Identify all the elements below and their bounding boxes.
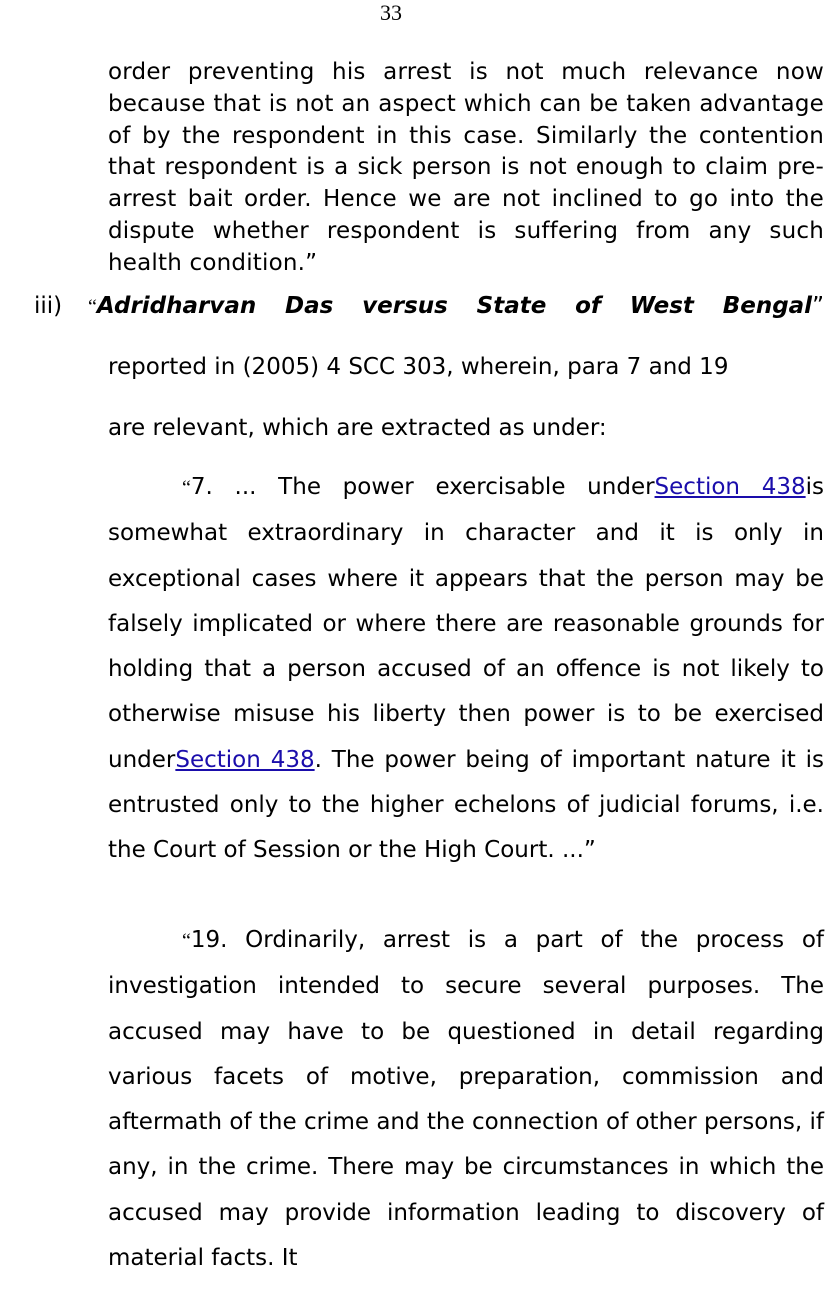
list-marker: iii) (34, 293, 63, 319)
paragraph-text: is somewhat extraordinary in character and it is only in exceptional cases where it appears that the person may be falsely implicated or where there are reasonable grounds for holding that a person accused of an offence is not likely to otherwise misuse his liberty then power is to be exercised under (108, 474, 824, 773)
paragraph-text: 7. ... The power exercisable under (190, 474, 655, 500)
citation-line-1: reported in (2005) 4 SCC 303, wherein, para 7 and 19 (108, 354, 729, 380)
block-quote-continuation: order preventing his arrest is not much relevance now because that is not an aspect which can be taken advantage of by the respondent in this case. Similarly the contention that respondent is a sick person is not enough to claim pre-arrest bait order. Hence we are not inclined to go into the dispute whether respondent is suffering from any such health condition.” (108, 59, 824, 276)
paragraph-text: . The power being of important nature it is entrusted only to the higher echelons of judicial forums, i.e. the Court of Session or the High Court. ...” (108, 746, 824, 864)
open-quote: “ (182, 477, 191, 499)
citation-line-2: are relevant, which are extracted as under: (108, 415, 607, 441)
page-number: 33 (380, 0, 402, 25)
paragraph-19-quote (108, 918, 824, 1281)
open-quote: “ (182, 930, 191, 952)
close-quote: ” (812, 293, 824, 319)
paragraph-text: 19. Ordinarily, arrest is a part of the process of investigation intended to secure several purposes. The accused may have to be questioned in detail regarding various facets of motive, preparation, commission and aftermath of the crime and the connection of other persons, if any, in the crime. There may be circumstances in which the accused may provide information leading to discovery of material facts. It (108, 927, 824, 1272)
section-438-link[interactable]: Section 438 (654, 474, 806, 500)
open-quote: “ (88, 296, 97, 318)
section-438-link[interactable]: Section 438 (175, 746, 315, 773)
paragraph-7-quote (108, 465, 824, 874)
case-heading-iii (34, 290, 824, 323)
case-name: Adridharvan Das versus State of West Bengal (96, 293, 813, 319)
